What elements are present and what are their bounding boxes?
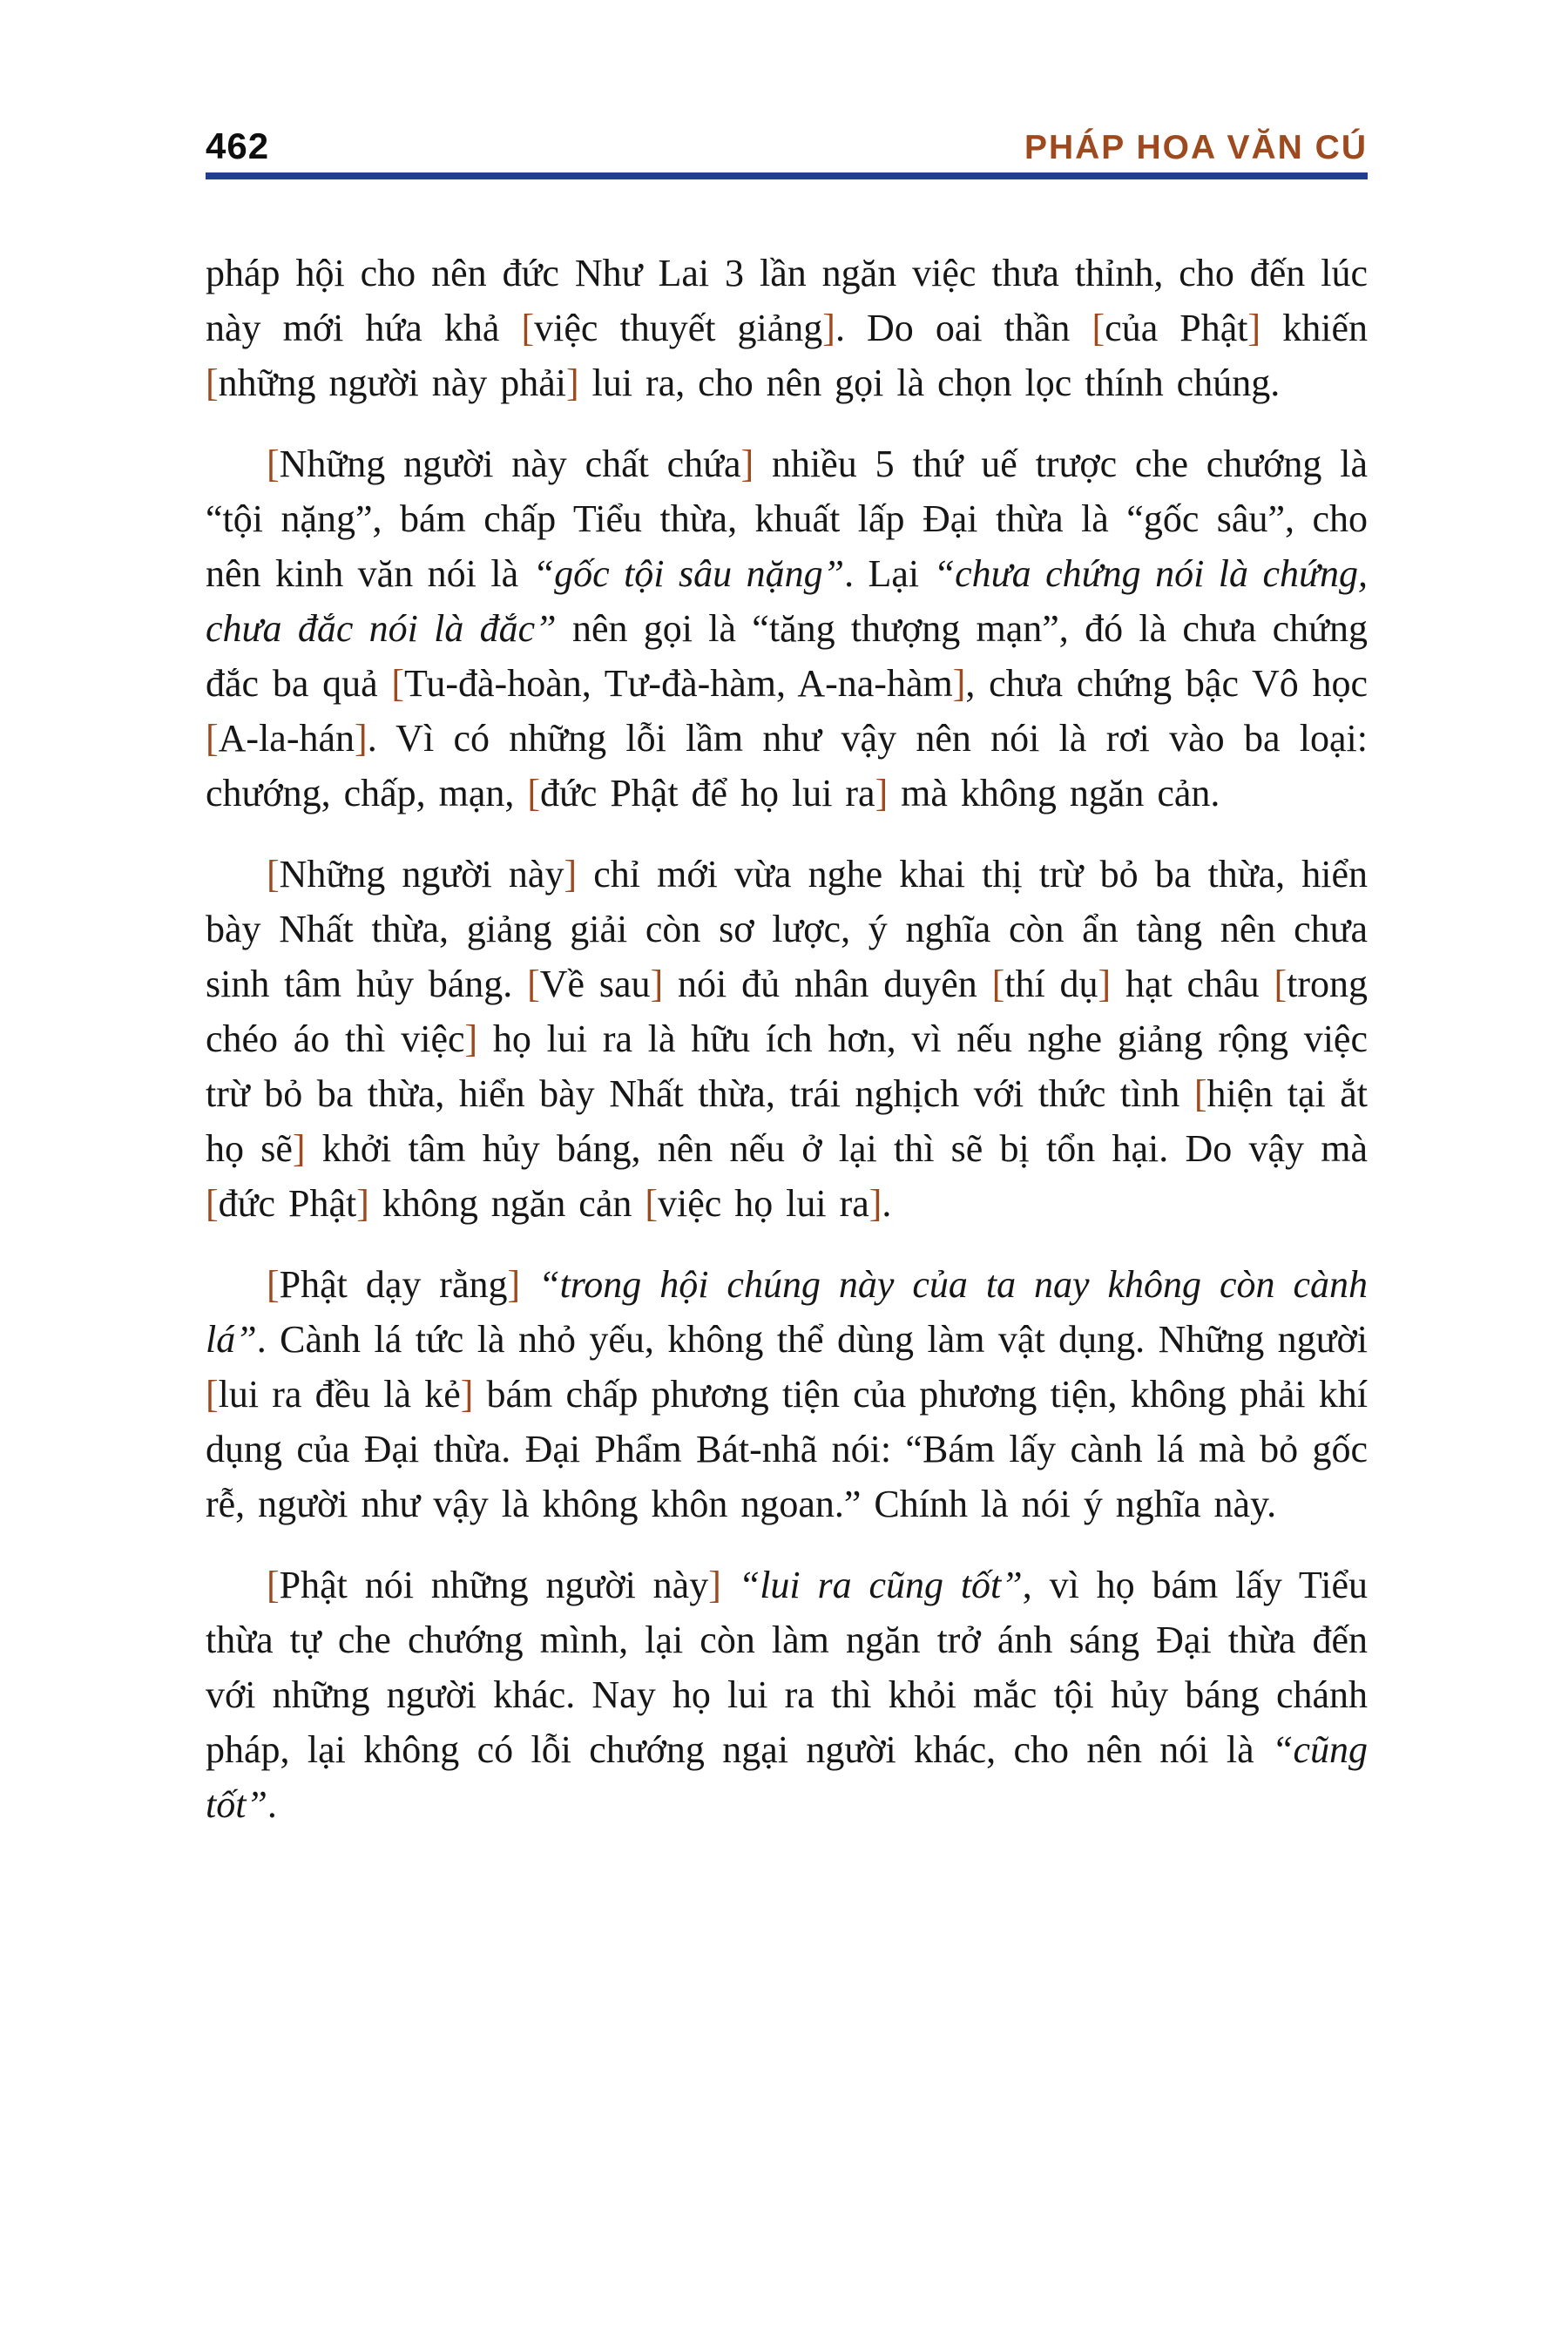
- text-segment: [520, 1263, 538, 1306]
- bracket-mark: [: [267, 1263, 280, 1306]
- text-segment: . Lại: [844, 552, 934, 595]
- text-segment: A-la-hán: [218, 717, 355, 760]
- bracket-mark: [: [206, 1182, 219, 1225]
- text-segment: đức Phật: [218, 1182, 357, 1225]
- bracket-mark: ]: [740, 443, 754, 485]
- bracket-mark: ]: [1098, 963, 1112, 1005]
- text-segment: khiến: [1260, 307, 1369, 349]
- bracket-mark: [: [206, 362, 219, 404]
- italic-segment: “chưa chứng nói là chứng, chưa đắc nói là đắc”: [206, 552, 1369, 650]
- text-segment: [721, 1564, 739, 1606]
- text-segment: lui ra đều là kẻ: [218, 1373, 461, 1416]
- text-segment: . Do oai thần: [835, 307, 1092, 349]
- bracket-mark: ]: [292, 1127, 306, 1170]
- bracket-mark: ]: [875, 772, 889, 814]
- text-segment: không ngăn cản: [368, 1182, 645, 1225]
- bracket-mark: ]: [356, 1182, 369, 1225]
- text-segment: .: [267, 1783, 277, 1826]
- text-segment: mà không ngăn cản.: [888, 772, 1220, 814]
- text-segment: nói đủ nhân duyên: [663, 963, 992, 1005]
- bracket-mark: [: [991, 963, 1005, 1005]
- text-segment: của Phật: [1105, 307, 1248, 349]
- text-segment: thí dụ: [1004, 963, 1098, 1005]
- text-segment: . Cành lá tức là nhỏ yếu, không thể dùng làm vật dụng. Những người: [256, 1318, 1368, 1361]
- text-segment: hạt châu: [1111, 963, 1274, 1005]
- bracket-mark: [: [267, 443, 280, 485]
- bracket-mark: ]: [460, 1373, 474, 1416]
- text-segment: trong chéo áo thì việc: [206, 963, 1368, 1060]
- bracket-mark: [: [645, 1182, 658, 1225]
- bracket-mark: ]: [566, 362, 579, 404]
- bracket-mark: [: [391, 662, 405, 705]
- page-header: [206, 125, 1368, 167]
- bracket-mark: ]: [822, 307, 835, 349]
- bracket-mark: ]: [355, 717, 368, 760]
- text-segment: nhiều 5 thứ uế trược che chướng là “tội nặng”, bám chấp Tiểu thừa, khuất lấp Đại thừa là “gốc sâu”, cho nên kinh văn nói là: [206, 443, 1368, 595]
- bracket-mark: ]: [868, 1182, 882, 1225]
- paragraph: [206, 1257, 1368, 1531]
- text-segment: những người này phải: [218, 362, 567, 404]
- text-segment: nên gọi là “tăng thượng mạn”, đó là chưa chứng đắc ba quả: [206, 607, 1368, 705]
- text-segment: việc thuyết giảng: [534, 307, 823, 349]
- running-title: PHÁP HOA VĂN CÚ: [1024, 129, 1368, 166]
- bracket-mark: [: [527, 772, 540, 814]
- bracket-mark: [: [521, 307, 535, 349]
- bracket-mark: ]: [464, 1017, 478, 1060]
- paragraph: [206, 847, 1368, 1231]
- text-segment: , vì họ bám lấy Tiểu thừa tự che chướng mình, lại còn làm ngăn trở ánh sáng Đại thừa đến với những người khác. Nay họ lui ra thì khỏi mắc tội hủy báng chánh pháp, lại không có lỗi chướng ngại người khác, cho nên nói là: [206, 1564, 1368, 1771]
- text-segment: , chưa chứng bậc Vô học: [965, 662, 1369, 705]
- text-segment: đức Phật để họ lui ra: [540, 772, 875, 814]
- italic-segment: “lui ra cũng tốt”: [738, 1564, 1023, 1606]
- paragraph: [206, 246, 1368, 410]
- text-segment: Phật dạy rằng: [279, 1263, 508, 1306]
- bracket-mark: [: [206, 1373, 219, 1416]
- bracket-mark: ]: [1247, 307, 1261, 349]
- text-segment: khởi tâm hủy báng, nên nếu ở lại thì sẽ bị tổn hại. Do vậy mà: [305, 1127, 1368, 1170]
- bracket-mark: ]: [564, 853, 578, 896]
- text-segment: Về sau: [539, 963, 651, 1005]
- bracket-mark: [: [1274, 963, 1288, 1005]
- text-segment: . Vì có những lỗi lầm như vậy nên nói là rơi vào ba loại: chướng, chấp, mạn,: [206, 717, 1368, 814]
- text-segment: lui ra, cho nên gọi là chọn lọc thính chúng.: [578, 362, 1281, 404]
- text-segment: họ lui ra là hữu ích hơn, vì nếu nghe giảng rộng việc trừ bỏ ba thừa, hiển bày Nhất thừa, trái nghịch với thức tình: [206, 1017, 1368, 1115]
- paragraph: [206, 436, 1368, 821]
- text-segment: Tu-đà-hoàn, Tư-đà-hàm, A-na-hàm: [404, 662, 953, 705]
- text-segment: bám chấp phương tiện của phương tiện, không phải khí dụng của Đại thừa. Đại Phẩm Bát-nhã nói: “Bám lấy cành lá mà bỏ gốc rễ, người như vậy là không khôn ngoan.” Chính là nói ý nghĩa này.: [206, 1373, 1368, 1525]
- bracket-mark: [: [267, 853, 280, 896]
- bracket-mark: [: [267, 1564, 280, 1606]
- italic-segment: “trong hội chúng này của ta nay không còn cành lá”: [206, 1263, 1368, 1361]
- bracket-mark: [: [1193, 1072, 1207, 1115]
- bracket-mark: ]: [507, 1263, 521, 1306]
- bracket-mark: ]: [650, 963, 664, 1005]
- bracket-mark: ]: [708, 1564, 721, 1606]
- text-segment: Những người này: [279, 853, 564, 896]
- text-segment: hiện tại ắt họ sẽ: [206, 1072, 1368, 1170]
- bracket-mark: [: [527, 963, 540, 1005]
- italic-segment: “gốc tội sâu nặng”: [532, 552, 845, 595]
- page-number: 462: [206, 125, 270, 166]
- text-segment: pháp hội cho nên đức Như Lai 3 lần ngăn việc thưa thỉnh, cho đến lúc này mới hứa khả: [206, 252, 1368, 349]
- text-segment: Phật nói những người này: [279, 1564, 709, 1606]
- text-segment: chỉ mới vừa nghe khai thị trừ bỏ ba thừa, hiển bày Nhất thừa, giảng giải còn sơ lược, ý nghĩa còn ẩn tàng nên chưa sinh tâm hủy báng.: [206, 853, 1369, 1005]
- text-segment: .: [882, 1182, 892, 1225]
- bracket-mark: [: [1092, 307, 1105, 349]
- bracket-mark: [: [206, 717, 219, 760]
- paragraph: [206, 1558, 1368, 1832]
- italic-segment: “cũng tốt”: [206, 1728, 1368, 1826]
- text-segment: việc họ lui ra: [657, 1182, 869, 1225]
- header-rule: [206, 172, 1368, 179]
- bracket-mark: ]: [952, 662, 966, 705]
- text-segment: Những người này chất chứa: [279, 443, 741, 485]
- page-body: [206, 246, 1368, 1832]
